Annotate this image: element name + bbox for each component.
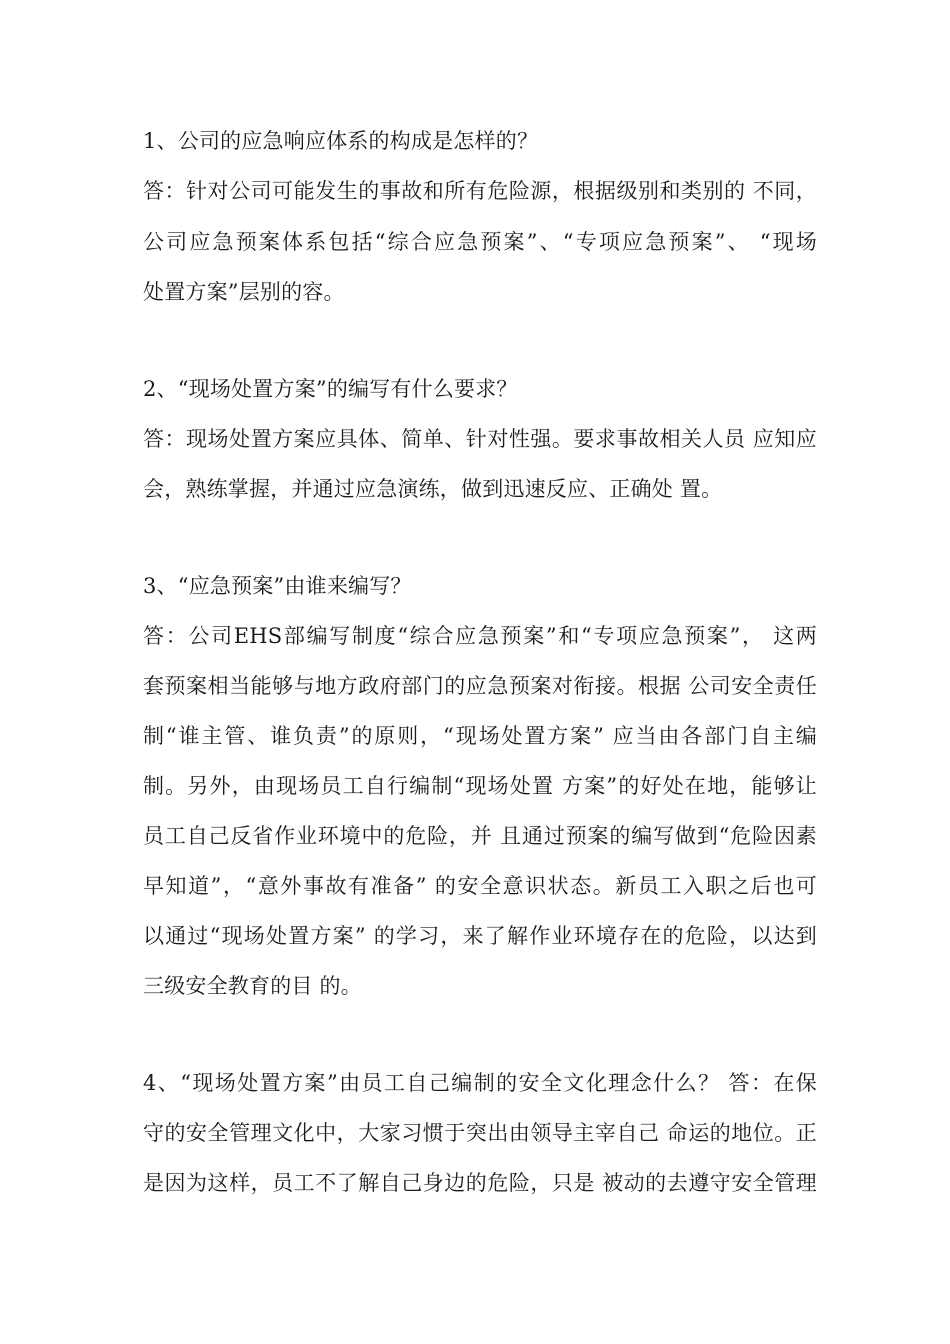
answer-1-line-2: 公司应急预案体系包括“综合应急预案”、“专项应急预案”、 “现场	[143, 230, 817, 254]
answer-4-line-3: 是因为这样，员工不了解自己身边的危险，只是 被动的去遵守安全管理	[143, 1171, 817, 1195]
answer-3-line-6: 早知道”，“意外事故有准备” 的安全意识状态。新员工入职之后也可	[143, 874, 817, 898]
question-3: 3、“应急预案”由谁来编写？	[143, 574, 412, 598]
answer-3-line-4: 制。另外，由现场员工自行编制“现场处置 方案”的好处在地，能够让	[143, 774, 817, 798]
answer-3-line-8: 三级安全教育的目 的。	[143, 974, 362, 998]
answer-1-line-1: 答：针对公司可能发生的事故和所有危险源，根据级别和类别的 不同，	[143, 179, 817, 203]
answer-2-line-1: 答：现场处置方案应具体、简单、针对性强。要求事故相关人员 应知应	[143, 427, 817, 451]
question-1: 1、公司的应急响应体系的构成是怎样的？	[143, 129, 539, 153]
answer-3-line-3: 制“谁主管、谁负责”的原则，“现场处置方案” 应当由各部门自主编	[143, 724, 817, 748]
question-2: 2、“现场处置方案”的编写有什么要求？	[143, 377, 518, 401]
answer-4-line-2: 守的安全管理文化中，大家习惯于突出由领导主宰自己 命运的地位。正	[143, 1121, 817, 1145]
answer-3-line-7: 以通过“现场处置方案” 的学习，来了解作业环境存在的危险，以达到	[143, 924, 817, 948]
question-4-line-1: 4、“现场处置方案”由员工自己编制的安全文化理念什么？ 答：在保	[143, 1071, 817, 1095]
answer-3-line-1: 答：公司EHS部编写制度“综合应急预案”和“专项应急预案”， 这两	[143, 624, 817, 648]
answer-2-line-2: 会，熟练掌握，并通过应急演练，做到迅速反应、正确处 置。	[143, 477, 723, 501]
answer-3-line-5: 员工自己反省作业环境中的危险，并 且通过预案的编写做到“危险因素	[143, 824, 817, 848]
answer-1-line-3: 处置方案”层别的容。	[143, 280, 345, 304]
answer-3-line-2: 套预案相当能够与地方政府部门的应急预案对衔接。根据 公司安全责任	[143, 674, 817, 698]
